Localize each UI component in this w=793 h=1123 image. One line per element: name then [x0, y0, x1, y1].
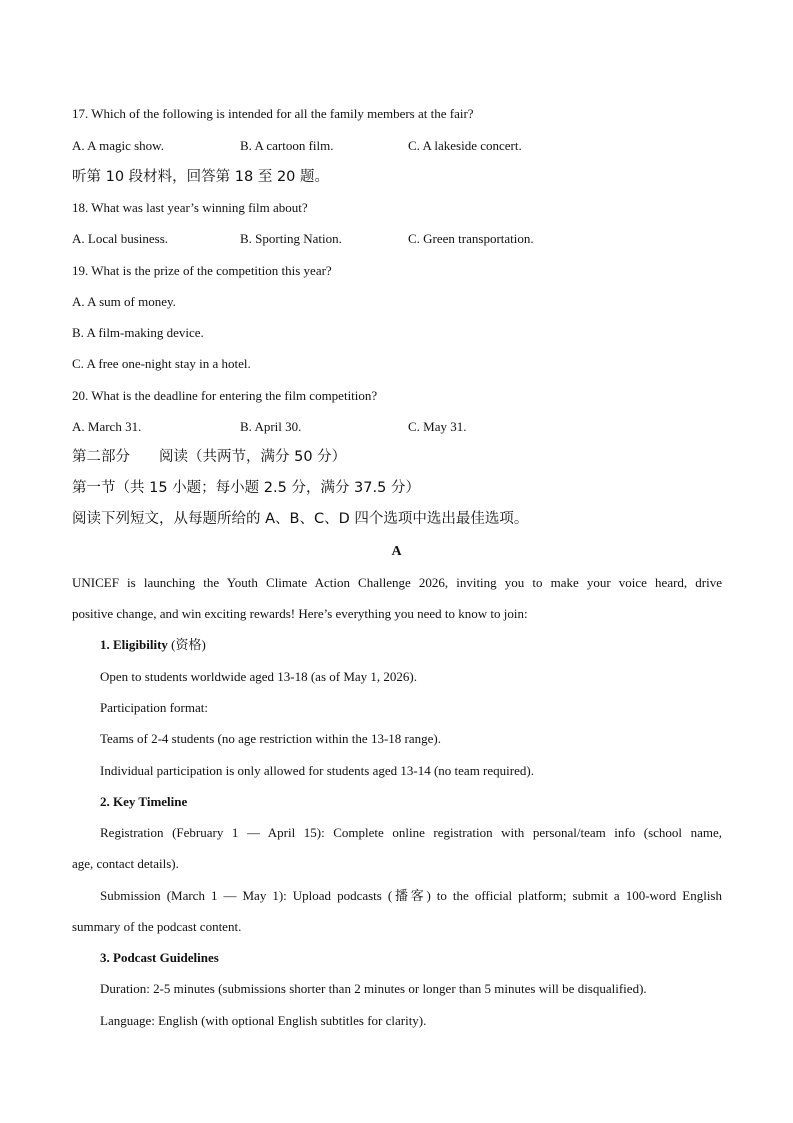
podcast-language: Language: English (with optional English subtitles for clarity). — [100, 1013, 427, 1028]
q19-option-b: B. A film-making device. — [72, 325, 204, 340]
eligibility-individual: Individual participation is only allowed for students aged 13-14 (no team required). — [100, 763, 534, 778]
q20-option-c: C. May 31. — [408, 419, 467, 434]
q17-option-b: B. A cartoon film. — [240, 138, 334, 153]
q19-option-a: A. A sum of money. — [72, 294, 176, 309]
question-20: 20. What is the deadline for entering the film competition? — [72, 388, 378, 403]
eligibility-title-text: 1. Eligibility — [100, 637, 168, 652]
podcast-duration: Duration: 2-5 minutes (submissions shorter than 2 minutes or longer than 5 minutes will be disqualified). — [100, 981, 647, 996]
eligibility-age: Open to students worldwide aged 13-18 (as of May 1, 2026). — [100, 669, 417, 684]
listening-instruction-18-20: 听第 10 段材料，回答第 18 至 20 题。 — [72, 169, 330, 185]
question-19: 19. What is the prize of the competition this year? — [72, 263, 332, 278]
question-17: 17. Which of the following is intended for all the family members at the fair? — [72, 106, 474, 121]
eligibility-title-cn: (资格) — [167, 637, 206, 652]
section-eligibility-title — [100, 637, 206, 653]
section1-heading: 第一节（共 15 小题；每小题 2.5 分，满分 37.5 分） — [72, 480, 420, 496]
reading-instruction: 阅读下列短文，从每题所给的 A、B、C、D 四个选项中选出最佳选项。 — [72, 511, 529, 527]
q18-option-c: C. Green transportation. — [408, 231, 534, 246]
passage-intro-line1: UNICEF is launching the Youth Climate Action Challenge 2026, inviting you to make your voice heard, drive — [72, 575, 722, 590]
part2-heading: 第二部分 阅读（共两节，满分 50 分） — [72, 449, 347, 465]
passage-letter: A — [391, 544, 402, 559]
q18-option-a: A. Local business. — [72, 231, 169, 246]
section-timeline-title: 2. Key Timeline — [100, 794, 188, 809]
timeline-submission-line1: Submission (March 1 — May 1): Upload podcasts (播客) to the official platform; submit a 100-word English — [100, 888, 722, 903]
q19-option-c: C. A free one-night stay in a hotel. — [72, 356, 251, 371]
passage-intro-line2: positive change, and win exciting rewards! Here’s everything you need to know to join: — [72, 606, 528, 621]
q20-option-b: B. April 30. — [240, 419, 302, 434]
timeline-registration-line2: age, contact details). — [72, 856, 179, 871]
timeline-registration-line1: Registration (February 1 — April 15): Complete online registration with personal/team info (school name, — [100, 825, 722, 840]
eligibility-teams: Teams of 2-4 students (no age restriction within the 13-18 range). — [100, 731, 441, 746]
q17-option-c: C. A lakeside concert. — [408, 138, 522, 153]
timeline-submission-line2: summary of the podcast content. — [72, 919, 242, 934]
eligibility-format-label: Participation format: — [100, 700, 208, 715]
question-18: 18. What was last year’s winning film about? — [72, 200, 308, 215]
q20-option-a: A. March 31. — [72, 419, 142, 434]
section-podcast-title: 3. Podcast Guidelines — [100, 950, 219, 965]
q18-option-b: B. Sporting Nation. — [240, 231, 342, 246]
q17-option-a: A. A magic show. — [72, 138, 164, 153]
